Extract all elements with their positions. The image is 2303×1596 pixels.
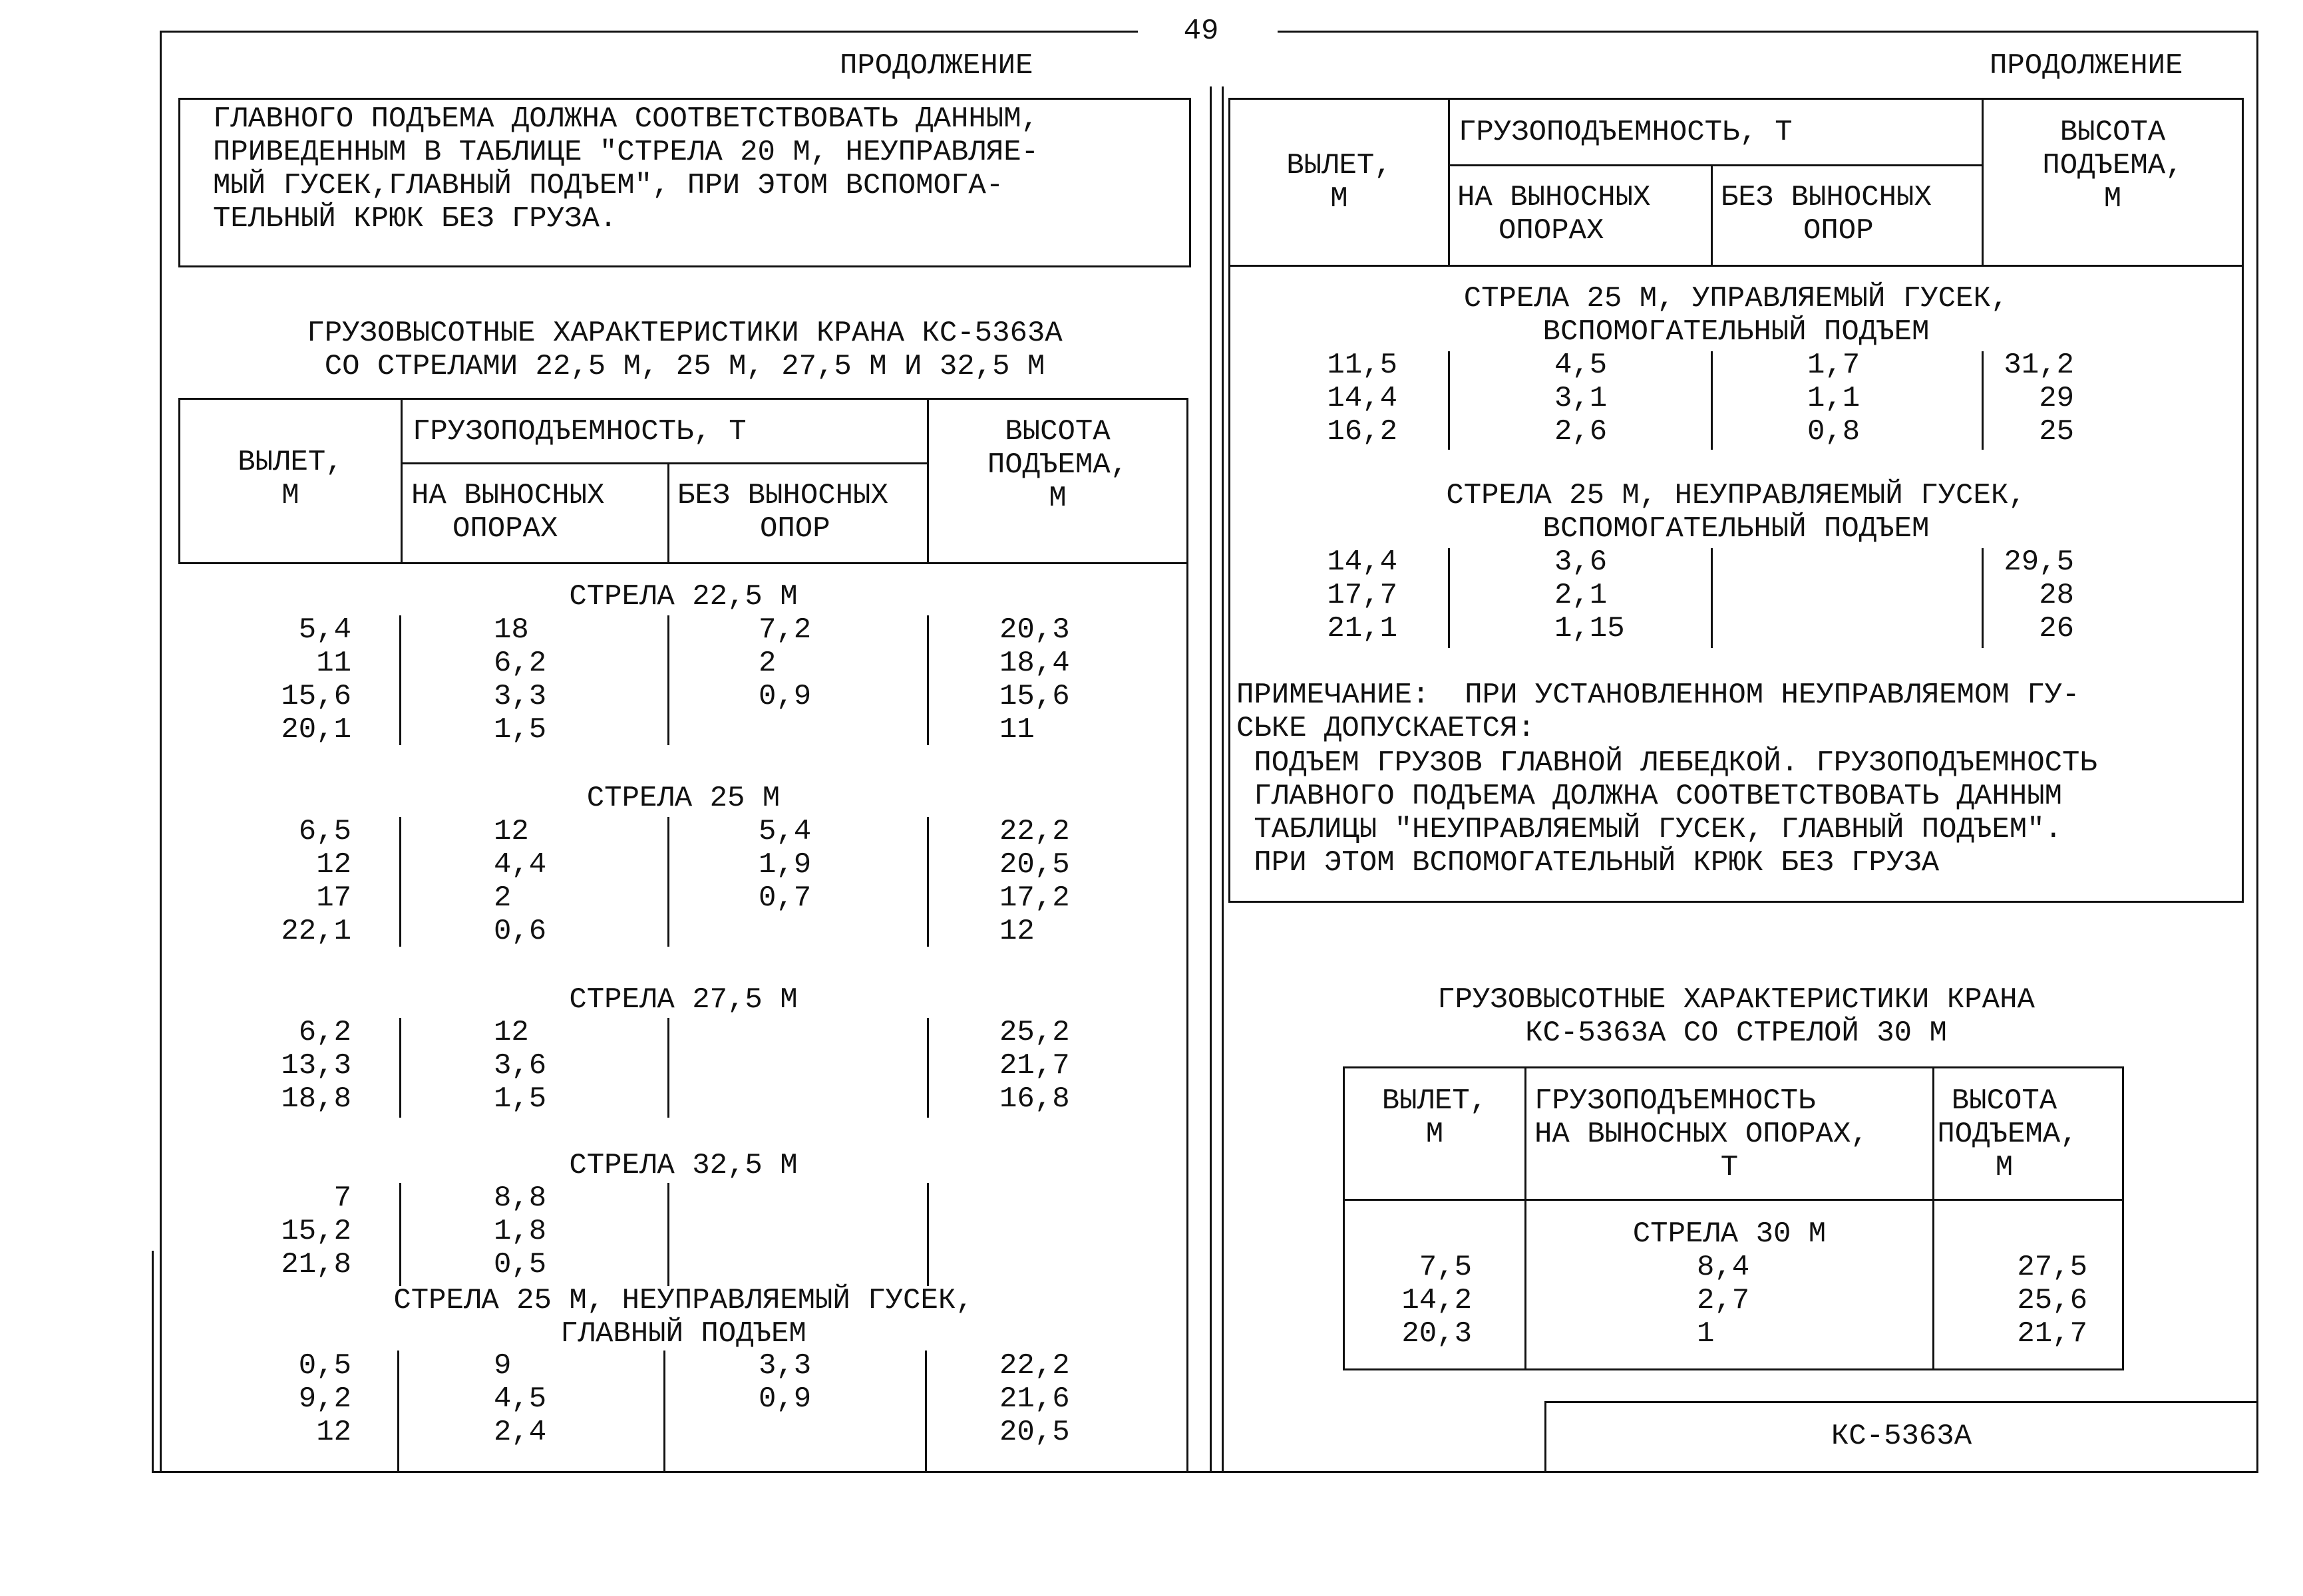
table-cell: 14,4 [1327, 382, 1397, 415]
header-height: ВЫСОТА [1005, 415, 1111, 448]
table-cell: 3,6 [1554, 546, 1608, 579]
table-cell: 29 [2039, 382, 2074, 415]
table-cell: 8,4 [1697, 1251, 1750, 1284]
table-cell: 28 [2039, 579, 2074, 612]
table-cell: 0,7 [759, 881, 812, 915]
note-line: ПОДЪЕМ ГРУЗОВ ГЛАВНОЙ ЛЕБЕДКОЙ. ГРУЗОПОДЪЕМНОСТЬ [1236, 746, 2097, 780]
table-cell: 0,6 [494, 915, 547, 948]
column-separator [1711, 351, 1713, 450]
header-capacity: ГРУЗОПОДЪЕМНОСТЬ [1534, 1084, 1816, 1118]
table-cell: 1,9 [759, 848, 812, 881]
table-cell: 18,8 [281, 1082, 351, 1116]
note-line: ГЛАВНОГО ПОДЪЕМА ДОЛЖНА СООТВЕТСТВОВАТЬ ДАННЫМ, [213, 102, 1039, 136]
table-cell: 25 [2039, 415, 2074, 448]
header-on-outriggers: ОПОРАХ [1499, 214, 1604, 247]
header-height: ВЫСОТА [1951, 1084, 2057, 1118]
header-reach: ВЫЛЕТ, [1381, 1084, 1488, 1118]
table-cell: 7,5 [1419, 1251, 1472, 1284]
column-separator [927, 1018, 929, 1118]
table-cell: 5,4 [759, 815, 812, 848]
table-cell: 12 [494, 815, 529, 848]
column-separator [927, 1183, 929, 1286]
note-line: СЬКЕ ДОПУСКАЕТСЯ: [1236, 712, 1535, 745]
section-title: СТРЕЛА 25 М [586, 782, 781, 815]
header-on-outriggers: НА ВЫНОСНЫХ [1457, 181, 1651, 214]
note-line: ТАБЛИЦЫ "НЕУПРАВЛЯЕМЫЙ ГУСЕК, ГЛАВНЫЙ ПОДЪЕМ". [1236, 813, 2063, 846]
table-cell: 12 [999, 915, 1035, 948]
table-header-divider [401, 398, 403, 564]
table-cell: 9,2 [298, 1382, 351, 1416]
table-cell: 25,6 [2017, 1284, 2087, 1317]
table-cell: 0,5 [494, 1248, 547, 1281]
page-number: 49 [1183, 15, 1219, 48]
page-frame-top-right [1278, 31, 2258, 33]
table-header-divider [1711, 164, 1713, 267]
column-separator [667, 1183, 669, 1286]
table-cell: 20,3 [1401, 1317, 1472, 1351]
header-height: ПОДЪЕМА, [987, 448, 1129, 482]
note-line: ПРИМЕЧАНИЕ: ПРИ УСТАНОВЛЕННОМ НЕУПРАВЛЯЕМОМ ГУ- [1236, 679, 2080, 712]
table-cell: 21,7 [2017, 1317, 2087, 1351]
column-separator [927, 817, 929, 947]
column-separator [1448, 548, 1450, 648]
header-height: М [1995, 1151, 2014, 1184]
header-no-outriggers: БЕЗ ВЫНОСНЫХ [1721, 181, 1932, 214]
note-line: ПРИ ЭТОМ ВСПОМОГАТЕЛЬНЫЙ КРЮК БЕЗ ГРУЗА [1236, 846, 1940, 879]
table-cell: 6,2 [298, 1016, 351, 1049]
table-cell: 2 [494, 881, 512, 915]
column-separator [399, 1018, 401, 1118]
header-capacity: Т [1720, 1151, 1739, 1184]
note-line: МЫЙ ГУСЕК,ГЛАВНЫЙ ПОДЪЕМ", ПРИ ЭТОМ ВСПОМОГА- [213, 169, 1004, 202]
continuation-label-right: ПРОДОЛЖЕНИЕ [1990, 49, 2183, 82]
header-no-outriggers: ОПОР [760, 512, 830, 546]
header-on-outriggers: ОПОРАХ [452, 512, 558, 546]
table-title: ГРУЗОВЫСОТНЫЕ ХАРАКТЕРИСТИКИ КРАНА КС-5363А [307, 317, 1063, 350]
table-cell: 12 [316, 848, 351, 881]
table-cell: 15,6 [281, 680, 351, 713]
table-cell: 1,5 [494, 713, 547, 746]
table-cell: 4,5 [1554, 349, 1608, 382]
table-cell: 0,9 [759, 680, 812, 713]
section-title: СТРЕЛА 30 М [1632, 1217, 1827, 1251]
table-cell: 0,5 [298, 1349, 351, 1382]
column-separator [399, 1183, 401, 1286]
header-on-outriggers: НА ВЫНОСНЫХ [411, 479, 605, 512]
header-height: М [1049, 482, 1067, 515]
table-cell: 11 [316, 647, 351, 680]
table-cell: 21,7 [999, 1049, 1070, 1082]
section-title: СТРЕЛА 22,5 М [569, 580, 798, 613]
header-height: ВЫСОТА [2059, 116, 2166, 149]
table-cell: 13,3 [281, 1049, 351, 1082]
table-cell: 21,1 [1327, 612, 1397, 645]
column-separator [925, 1351, 927, 1473]
header-height: М [2103, 182, 2122, 216]
table-cell: 4,5 [494, 1382, 547, 1416]
table-cell: 20,5 [999, 1416, 1070, 1449]
page-center-divider-1 [1210, 86, 1212, 1473]
section-title: СТРЕЛА 25 М, НЕУПРАВЛЯЕМЫЙ ГУСЕК, [393, 1284, 974, 1317]
table-cell: 18 [494, 613, 529, 647]
section-title: ВСПОМОГАТЕЛЬНЫЙ ПОДЪЕМ [1542, 512, 1930, 546]
section-title: СТРЕЛА 27,5 М [569, 983, 798, 1017]
page-frame-right [2256, 31, 2258, 1473]
table-cell: 16,8 [999, 1082, 1070, 1116]
table-cell: 17 [316, 881, 351, 915]
continuation-label-left: ПРОДОЛЖЕНИЕ [840, 49, 1033, 82]
table-cell: 0,9 [759, 1382, 812, 1416]
note-line: ГЛАВНОГО ПОДЪЕМА ДОЛЖНА СООТВЕТСТВОВАТЬ ДАННЫМ [1236, 780, 2063, 813]
table-title: КС-5363А СО СТРЕЛОЙ 30 М [1525, 1017, 1947, 1050]
table-cell: 12 [316, 1416, 351, 1449]
column-separator [399, 817, 401, 947]
table-header-bottom [178, 562, 1188, 564]
header-reach: М [1330, 182, 1348, 216]
header-height: ПОДЪЕМА, [2042, 149, 2183, 182]
table-header-bottom [1228, 265, 2244, 267]
table-cell: 4,4 [494, 848, 547, 881]
table-cell: 1,15 [1554, 612, 1625, 645]
table-header-divider [1448, 98, 1450, 267]
table-cell: 14,4 [1327, 546, 1397, 579]
table-subheader-divider [1448, 164, 1984, 166]
header-no-outriggers: БЕЗ ВЫНОСНЫХ [677, 479, 888, 512]
table-top-border [1228, 98, 2244, 100]
table-cell: 0,8 [1807, 415, 1860, 448]
table-cell: 8,8 [494, 1182, 547, 1215]
section-title: СТРЕЛА 25 М, НЕУПРАВЛЯЕМЫЙ ГУСЕК, [1446, 479, 2026, 512]
column-separator [399, 615, 401, 745]
table-cell: 1,7 [1807, 349, 1860, 382]
table-cell: 26 [2039, 612, 2074, 645]
table-cell: 1,1 [1807, 382, 1860, 415]
table-cell: 22,2 [999, 1349, 1070, 1382]
column-separator [1711, 548, 1713, 648]
header-reach: М [281, 479, 299, 512]
table-cell: 20,1 [281, 713, 351, 746]
table-cell: 1 [1697, 1317, 1715, 1351]
table-cell: 2,1 [1554, 579, 1608, 612]
column-separator [663, 1351, 665, 1473]
table-cell: 2 [759, 647, 777, 680]
header-capacity: ГРУЗОПОДЪЕМНОСТЬ, Т [413, 415, 747, 448]
header-no-outriggers: ОПОР [1803, 214, 1874, 247]
table-cell: 3,3 [494, 680, 547, 713]
table-cell: 22,2 [999, 815, 1070, 848]
table-cell: 1,5 [494, 1082, 547, 1116]
column-separator [1448, 351, 1450, 450]
column-separator [667, 615, 669, 745]
header-reach: ВЫЛЕТ, [238, 446, 343, 479]
header-reach: ВЫЛЕТ, [1286, 149, 1392, 182]
table-cell: 7 [333, 1182, 351, 1215]
table-cell: 17,2 [999, 881, 1070, 915]
header-capacity: ГРУЗОПОДЪЕМНОСТЬ, Т [1459, 116, 1793, 149]
page-frame-top-left [160, 31, 1138, 33]
table-cell: 18,4 [999, 647, 1070, 680]
table-subheader-divider [401, 462, 928, 464]
column-separator [667, 1018, 669, 1118]
table-cell: 15,6 [999, 680, 1070, 713]
table-cell: 6,5 [298, 815, 351, 848]
page-frame-bottom [152, 1471, 2258, 1473]
table-header-bottom [1343, 1199, 2124, 1201]
note-line: ПРИВЕДЕННЫМ В ТАБЛИЦЕ "СТРЕЛА 20 М, НЕУПРАВЛЯЕ- [213, 136, 1039, 169]
table-cell: 3,3 [759, 1349, 812, 1382]
table-top-border [178, 398, 1188, 400]
table-cell: 21,8 [281, 1248, 351, 1281]
table-cell: 2,4 [494, 1416, 547, 1449]
table-cell: 29,5 [2004, 546, 2074, 579]
table-cell: 14,2 [1401, 1284, 1472, 1317]
table-cell: 9 [494, 1349, 512, 1382]
table-cell: 12 [494, 1016, 529, 1049]
table-cell: 16,2 [1327, 415, 1397, 448]
page-center-divider-2 [1222, 86, 1224, 1473]
table-cell: 2,7 [1697, 1284, 1750, 1317]
table-cell: 21,6 [999, 1382, 1070, 1416]
table-right-border [2242, 98, 2244, 903]
table-bottom-border [1228, 901, 2244, 903]
table-cell: 15,2 [281, 1215, 351, 1248]
header-capacity: НА ВЫНОСНЫХ ОПОРАХ, [1534, 1118, 1868, 1151]
table-cell: 11,5 [1327, 349, 1397, 382]
section-title: ВСПОМОГАТЕЛЬНЫЙ ПОДЪЕМ [1542, 315, 1930, 349]
table-title: ГРУЗОВЫСОТНЫЕ ХАРАКТЕРИСТИКИ КРАНА [1437, 983, 2035, 1017]
table-cell: 3,6 [494, 1049, 547, 1082]
header-height: ПОДЪЕМА, [1937, 1118, 2078, 1151]
table-cell: 17,7 [1327, 579, 1397, 612]
table-cell: 25,2 [999, 1016, 1070, 1049]
table-cell: 7,2 [759, 613, 812, 647]
column-separator [667, 817, 669, 947]
table-cell: 1,8 [494, 1215, 547, 1248]
table-cell: 20,5 [999, 848, 1070, 881]
table-cell: 3,1 [1554, 382, 1608, 415]
table-title: СО СТРЕЛАМИ 22,5 М, 25 М, 27,5 М И 32,5 М [324, 350, 1045, 383]
note-line: ТЕЛЬНЫЙ КРЮК БЕЗ ГРУЗА. [213, 202, 618, 236]
table-cell: 27,5 [2017, 1251, 2087, 1284]
table-cell: 20,3 [999, 613, 1070, 647]
table-cell: 5,4 [298, 613, 351, 647]
column-separator [927, 615, 929, 745]
table-cell: 2,6 [1554, 415, 1608, 448]
document-stamp: КС-5363А [1831, 1420, 1972, 1453]
section-title: СТРЕЛА 25 М, УПРАВЛЯЕМЫЙ ГУСЕК, [1463, 282, 2009, 315]
stamp-top [1544, 1401, 2258, 1403]
section-title: ГЛАВНЫЙ ПОДЪЕМ [560, 1317, 806, 1351]
section-title: СТРЕЛА 32,5 М [569, 1149, 798, 1182]
table-header-divider [667, 462, 669, 564]
table-cell: 22,1 [281, 915, 351, 948]
table-cell: 11 [999, 713, 1035, 746]
header-reach: М [1425, 1118, 1444, 1151]
table-cell: 6,2 [494, 647, 547, 680]
column-separator [397, 1351, 399, 1473]
table-cell: 31,2 [2004, 349, 2074, 382]
